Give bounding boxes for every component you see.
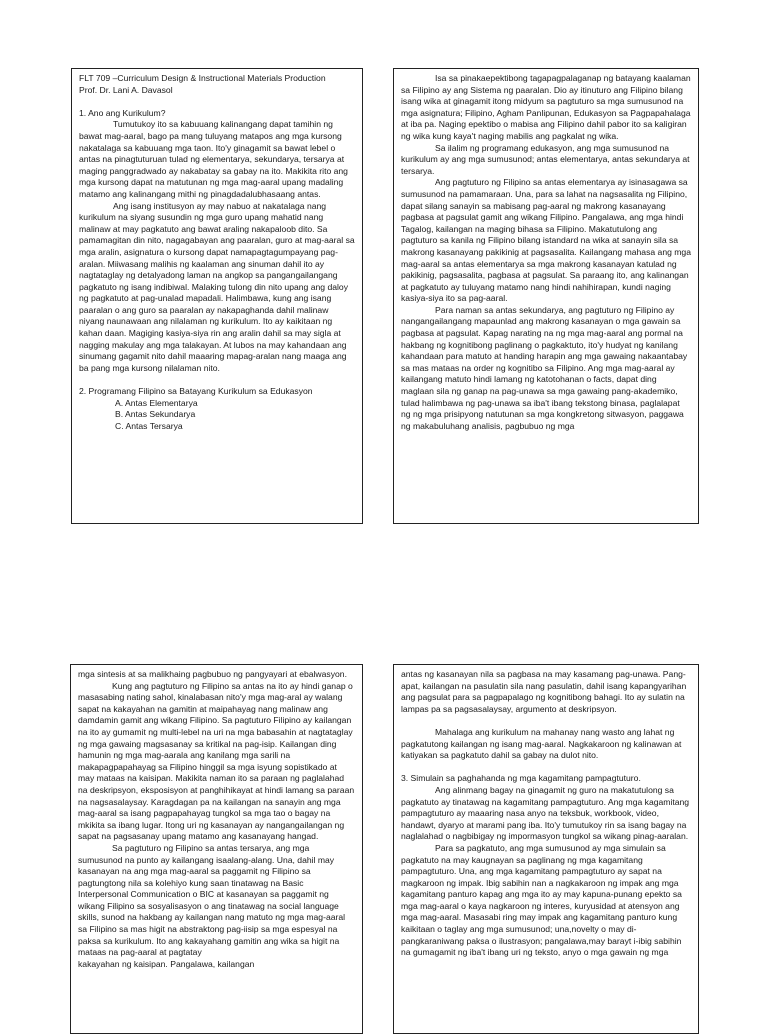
paragraph: Sa pagtuturo ng Filipino sa antas tersarya, ang mga sumusunod na punto ay kailangang isaalang-alang. Una, dahil may kasanayan na ang mga mag-aaral sa paggamit ng Filipino sa pagtungtong nila sa kolehiyo kung saan tinatawag na Basic Interpersonal Communication o BIC at kasanayan sa paggamit ng wikang Filipino sa sosyalisasyon o ang tinatawag na social language skills, sunod na hakbang ay kailangan nang matuto ng mga mag-aaral sa Filipino sa mas higit na abstraktong pag-iisip sa mga espesyal na paksa sa kurikulum. Ito ang kakayahang gamitin ang wika sa higit na mataas na pag-aaral at pagtatay xyxy=(78,842,346,958)
paragraph: Para sa pagkatuto, ang mga sumusunod ay mga simulain sa pagkatuto na may kaugnayan sa paglinang ng mga kagamitang pampagtuturo. Una, ang mga kagamitang pampagtuturo ay sapat na magkaroon ng impak. Ibig sabihin nan a nagkakaroon ng impak ang mga kagamitang panturo kapag ang mga ito ay may kapuna-punang epekto sa mga mag-aaral o kaya nagkaroon ng interes, kuryusidad at atensyon ang mga mag-aaral. Masasabi ring may impak ang kagamitang panturo kung kaikitaan o taglay ang mga sumusunod; una,novelty o may di-pangkaraniwang paksa o ilustrasyon; pangalawa,may barayt i-ibig sabihin na gumagamit ng iba't ibang uri ng teksto, anyo o mga gawain ng mga xyxy=(401,842,682,958)
question-2-heading: 2. Programang Filipino sa Batayang Kurikulum sa Edukasyon xyxy=(79,386,313,397)
paragraph: Ang pagtuturo ng Filipino sa antas elementarya ay isinasagawa sa sumusunod na pamamaraan. Una, para sa lahat na nagsasalita ng Filipino, dapat silang sanayin sa mabisang pag-aaral ng makrong kasanayang pagbasa at pagsulat gamit ang wikang Filipino. Pangalawa, ang mga hindi Tagalog, kailangan na maging bihasa sa Filipino. Makatutulong ang pagtuturo sa kanila ng Filipino bilang istandard na wika at sanayin sila sa makrong kasanayang pakikinig at pagsasalita. Kailangang mahasa ang mga mag-aaral sa antas elementarya sa mga makrong kasanayan katulad ng pakikinig, pagsasalita, pagbasa at pagsulat. Sa paraang ito, ang kalinangan at pagkatuto ay tuluyang matamo nang hindi nahihirapan, kundi naging kasiya-siya ito sa pag-aaral. xyxy=(401,177,691,304)
paragraph: Ang isang institusyon ay may nabuo at nakatalaga nang kurikulum na siyang susundin ng mga guro upang mahatid nang malinaw at may pagkatuto ang bawat araling nakapaloob dito. Sa pamamagitan din nito, nagagabayan ang paaralan, guro at mag-aaral sa mga aralin, asignatura o kursong dapat namapagtagumpayang pag-aralan. Miiwasang malihis ng kaalaman ang sinuman dahil ito ay nagtataglay ng detalyadong laman na angkop sa pangangailangang pagkatuto ng isang indibiwal. Malaking tulong din nito upang ang daloy ng pagkatuto at pag-unalad mapadali. Halimbawa, kung ang isang paaralan o ang guro sa paaralan ay nakapaghanda dahil malinaw niyang naunawaan ang nilalaman ng kurikulum. Ito ay kaikitaan ng kahan daan. Magiging kasiya-siya rin ang aralin dahil sa may sigla at nagging makulay ang mga talakayan. At lubos na may kahandaan ang sinumang gagamit nito dahil maaaring mapag-aralan nang maaga ang ba pang mga kursong nilalaman nito. xyxy=(79,200,355,373)
page-panel-2 xyxy=(393,68,699,524)
list-item: A. Antas Elementarya xyxy=(115,397,198,408)
paragraph: Ang alinmang bagay na ginagamit ng guro na makatutulong sa pagkatuto ay tinatawag na kagamitang pampagtuturo. Ang mga kagamitang pampagtuturo ay maaaring nasa anyo na teksbuk, workbook, video, handawt, dyaryo at marami pang iba. Ito'y tumutukoy rin sa isang bagay na naglalahad o nagbibigay ng impormasyon tungkol sa wikang pinag-aaralan. xyxy=(401,784,690,842)
question-3-heading: 3. Simulain sa paghahanda ng mga kagamitang pampagtuturo. xyxy=(401,773,641,784)
list-item: C. Antas Tersarya xyxy=(115,420,183,431)
paragraph: antas ng kasanayan nila sa pagbasa na may kasamang pag-unawa. Pang-apat, kailangan na pasulatin sila nang pasulatin, dahil isang kapangyarihan ang pagsulat para sa pagpapalago ng kognitibong bahagi. Ito ay sulatin na lampas pa sa pagsasalaysay, argumento at deskripsyon. xyxy=(401,669,687,714)
page-panel-1 xyxy=(71,68,363,524)
paragraph: Kung ang pagtuturo ng Filipino sa antas na ito ay hindi ganap o masasabing nating sahol, kinalabasan nito'y mga mag-aral ay walang sapat na kakayahan na gamitin at maipahayag nang malinaw ang damdamin gamit ang wikang Filipino. Sa pagtuturo Filipino ay kailangan na ito ay gumamit ng multi-lebel na uri na mga babasahin at nagtataglay ng mga gawaing magsasanay sa kritikal na pag-isip. Kailangan ding hamunin ng mga mag-aarala ang kanilang mga sarili na makapagpapahayag sa Filipino hinggil sa mga isyung sopistikado at may mataas na kaisipan. Makikita naman ito sa paraan ng paglalahad na deskripsyon, eksposisyon at panghihikayat at hindi lamang sa paraan na nagsasalaysay. Karagdagan pa na kailangan na sanayin ang mga mag-aaral sa isang pagpapahayag tungkol sa mga tao o bagay na mkikita sa ibang lugar. Itong uri ng kasanayan ay nangangailangan ng sapat na pagsasanay upang matamo ang kasanayang hangad. xyxy=(78,680,355,842)
question-1-heading: 1. Ano ang Kurikulum? xyxy=(79,107,166,118)
paragraph: Sa ilalim ng programang edukasyon, ang mga sumusunod na kurikulum ay ang mga sumusunod; antas elementarya, antas sekundarya at tersarya. xyxy=(401,142,690,176)
paragraph: Para naman sa antas sekundarya, ang pagtuturo ng Filipino ay nangangailangang mapaunlad ang makrong kasanayan o mga gawain sa pagbasa at pagsulat. Kapag narating na ng mga mag-aaral ang pormal na hakbang ng kognitibong paglinang o pagkaktuto, ito'y hudyat ng kanilang kahandaan para matuto at handing harapin ang mga gawaing nakaantabay sa mas mataas na order ng kognitibo sa Filipino. Ang mga mag-aaral ay kailangang matuto hindi lamang ng katotohanan o facts, dapat ding maglaan sila ng ganap na pag-unawa sa mga gawaing pang-akademiko, tulad halimbawa ng pag-unawa sa iba't ibang tekstong binasa, paglalapat ng ng mga prisipyong natutunan sa mga kongkretong sitwasyon, paggawa ng makabuluhang analisis, pagbubuo ng mga xyxy=(401,304,688,431)
list-item: B. Antas Sekundarya xyxy=(115,409,196,420)
page-panel-4 xyxy=(393,664,699,1034)
page-panel-3 xyxy=(70,664,363,1034)
paragraph: Isa sa pinakaepektibong tagapagpalaganap ng batayang kaalaman sa Filipino ay ang Sistema ng paaralan. Dio ay itinuturo ang Filipino bilang isang wika at ginagamit itong midyum sa pagtuturo sa mga sumusunod na mga asignatura; Filipino, Agham Panlipunan, Edukasyon sa Pagpapahalaga at iba pa. Naging epektibo o mabisa ang Filipino dahil pabor ito sa kaligiran ng wika kung kaya't naging mabilis ang pagkalat ng wika. xyxy=(401,73,691,141)
paragraph-continued: kakayahan ng kaisipan. Pangalawa, kailangan xyxy=(78,958,255,969)
paragraph: mga sintesis at sa malikhaing pagbubuo ng pangyayari at ebalwasyon. xyxy=(78,669,347,679)
paragraph: Tumutukoy ito sa kabuuang kalinangang dapat tamihin ng bawat mag-aaral, bago pa mang tuluyang matapos ang mga kursong nakatalaga sa kabuuang mga taon. Ito'y ginagamit sa bawat lebel o antas na pinagtuturuan tulad ng elementarya, sekundarya, tersarya at maging panggradwado ay nakabatay sa gabay na ito. Makikita rito ang mga kursong dapat na matutunan ng mga mag-aaral upang madaling matamo ang kalinangang mithi ng pinagdadalubhasaang antas. xyxy=(79,119,348,199)
professor-name: Prof. Dr. Lani A. Davasol xyxy=(79,84,173,95)
course-title: FLT 709 –Curriculum Design & Instructional Materials Production xyxy=(79,73,326,83)
paragraph: Mahalaga ang kurikulum na mahanay nang wasto ang lahat ng pagkatutong kailangan ng isang mag-aaral. Nagkakaroon ng kalinawan at katiyakan sa pagkatuto dahil sa gabay na dulot nito. xyxy=(401,726,682,761)
